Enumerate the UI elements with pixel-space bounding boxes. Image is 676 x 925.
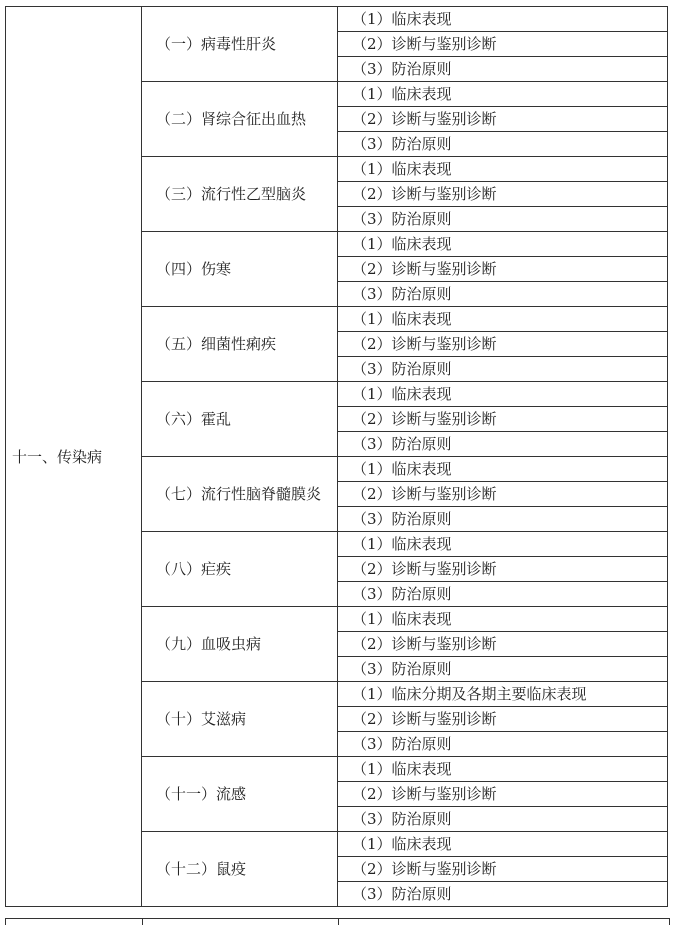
disease-cell: （三）流行性乙型脑炎	[142, 157, 338, 232]
item-cell: （1）临床表现	[338, 7, 668, 32]
item-cell: （3）防治原则	[338, 57, 668, 82]
disease-cell: （十二）鼠疫	[142, 832, 338, 907]
item-cell: （2）诊断与鉴别诊断	[338, 332, 668, 357]
item-cell: （3）防治原则	[338, 807, 668, 832]
syllabus-body	[6, 7, 668, 907]
disease-cell: （一）病毒性肝炎	[142, 7, 338, 82]
item-cell: （3）防治原则	[338, 582, 668, 607]
item-cell: （2）诊断与鉴别诊断	[338, 257, 668, 282]
item-cell: （1）临床表现	[338, 757, 668, 782]
category-cell: 十一、传染病	[6, 7, 142, 907]
item-cell: （3）防治原则	[338, 207, 668, 232]
item-cell: （2）诊断与鉴别诊断	[338, 182, 668, 207]
disease-cell: （六）霍乱	[142, 382, 338, 457]
item-cell: （3）防治原则	[338, 282, 668, 307]
item-cell: （2）诊断与鉴别诊断	[338, 632, 668, 657]
item-cell: （3）防治原则	[338, 132, 668, 157]
item-cell: （1）临床表现	[338, 157, 668, 182]
item-cell: （1）临床表现	[338, 307, 668, 332]
item-cell: （1）临床分期及各期主要临床表现	[338, 682, 668, 707]
item-cell: （1）临床表现	[338, 82, 668, 107]
item-cell: （3）防治原则	[338, 432, 668, 457]
item-cell: （3）防治原则	[338, 507, 668, 532]
item-cell: （1）临床表现	[338, 457, 668, 482]
table-row	[6, 7, 668, 32]
item-cell: （3）防治原则	[338, 357, 668, 382]
item-cell: （2）诊断与鉴别诊断	[338, 707, 668, 732]
item-cell: （2）诊断与鉴别诊断	[338, 557, 668, 582]
item-cell: （2）诊断与鉴别诊断	[338, 782, 668, 807]
disease-cell: （四）伤寒	[142, 232, 338, 307]
disease-cell: （八）疟疾	[142, 532, 338, 607]
item-cell: （1）临床表现	[338, 382, 668, 407]
item-cell: （1）临床表现	[338, 607, 668, 632]
item-cell: （3）防治原则	[338, 732, 668, 757]
item-cell: （2）诊断与鉴别诊断	[338, 857, 668, 882]
item-cell: （1）临床表现	[338, 532, 668, 557]
item-cell: （1）临床表现	[338, 832, 668, 857]
disease-cell: （七）流行性脑脊髓膜炎	[142, 457, 338, 532]
item-cell: （2）诊断与鉴别诊断	[338, 407, 668, 432]
disease-cell: （十一）流感	[142, 757, 338, 832]
disease-cell: （二）肾综合征出血热	[142, 82, 338, 157]
item-cell: （3）防治原则	[338, 882, 668, 907]
disease-cell: （五）细菌性痢疾	[142, 307, 338, 382]
next-page-table-edge	[0, 918, 676, 925]
item-cell: （2）诊断与鉴别诊断	[338, 107, 668, 132]
item-cell: （3）防治原则	[338, 657, 668, 682]
item-cell: （1）临床表现	[338, 232, 668, 257]
item-cell: （2）诊断与鉴别诊断	[338, 482, 668, 507]
disease-cell: （九）血吸虫病	[142, 607, 338, 682]
syllabus-table	[5, 6, 668, 907]
item-cell: （2）诊断与鉴别诊断	[338, 32, 668, 57]
disease-cell: （十）艾滋病	[142, 682, 338, 757]
